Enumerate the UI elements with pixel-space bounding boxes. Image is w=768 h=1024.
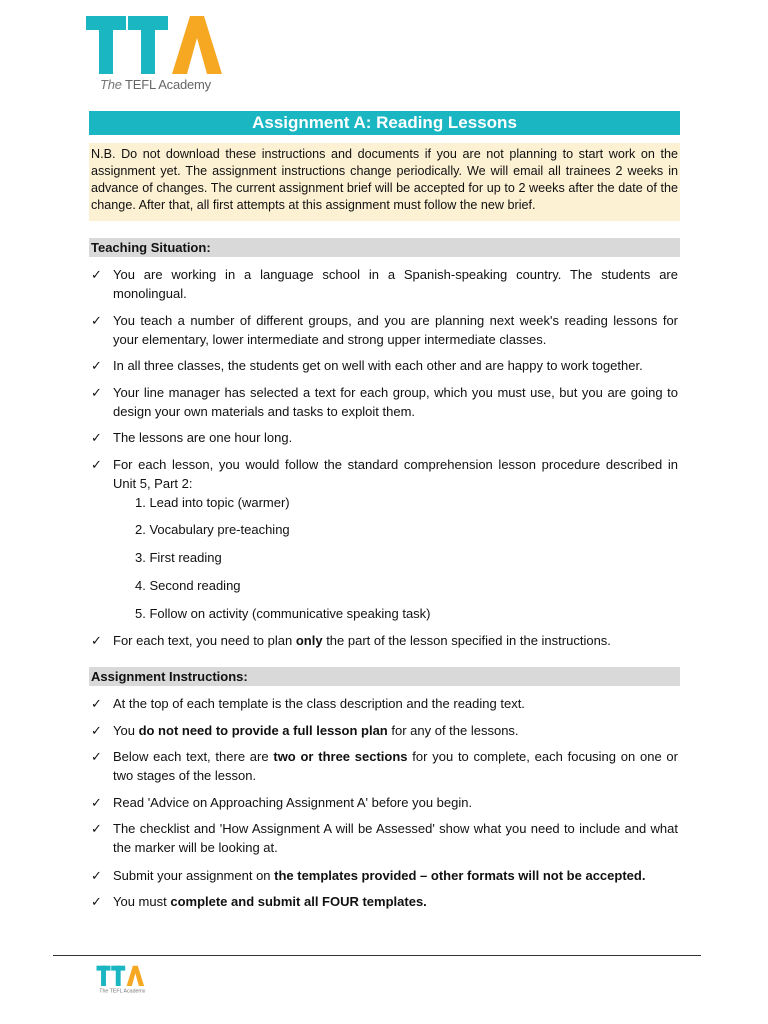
check-icon: ✓ — [91, 795, 102, 810]
list-item: You do not need to provide a full lesson plan for any of the lessons. — [113, 723, 519, 738]
list-item: For each lesson, you would follow the standard comprehension lesson procedure described in Unit 5, Part 2: — [113, 457, 678, 491]
list-item: You must complete and submit all FOUR templates. — [113, 894, 427, 909]
list-item: Below each text, there are two or three sections for you to complete, each focusing on one or two stages of the lesson. — [113, 749, 678, 783]
footer-logo — [96, 965, 146, 993]
list-item: The checklist and 'How Assignment A will be Assessed' show what you need to include and what the marker will be looking at. — [113, 821, 678, 855]
list-item: Submit your assignment on the templates provided – other formats will not be accepted. — [113, 868, 646, 883]
footer-divider — [53, 955, 701, 956]
check-icon: ✓ — [91, 868, 102, 883]
check-icon: ✓ — [91, 385, 102, 400]
footer-logo-tagline: The TEFL Academy — [99, 988, 146, 993]
check-icon: ✓ — [91, 457, 102, 472]
check-icon: ✓ — [91, 430, 102, 445]
list-item: For each text, you need to plan only the part of the lesson specified in the instructions. — [113, 633, 611, 648]
check-icon: ✓ — [91, 313, 102, 328]
list-item: You teach a number of different groups, and you are planning next week's reading lessons for your elementary, lower intermediate and strong upper intermediate classes. — [113, 313, 678, 347]
page-title: Assignment A: Reading Lessons — [89, 111, 680, 135]
list-item: Read 'Advice on Approaching Assignment A' before you begin. — [113, 795, 473, 810]
note-text: N.B. Do not download these instructions and documents if you are not planning to start work on the assignment yet. The assignment instructions change periodically. We will email all trainees 2 weeks in advance of changes. The current assignment brief will be accepted for up to 2 weeks after the date of the change. After that, all first attempts at this assignment must follow the new brief. — [91, 147, 678, 212]
assignment-instructions-heading: Assignment Instructions: — [89, 667, 680, 686]
list-item: The lessons are one hour long. — [113, 430, 293, 445]
procedure-step: 1. Lead into topic (warmer) — [135, 495, 290, 510]
list-item: At the top of each template is the class description and the reading text. — [113, 696, 525, 711]
procedure-step: 2. Vocabulary pre-teaching — [135, 522, 290, 537]
check-icon: ✓ — [91, 267, 102, 282]
check-icon: ✓ — [91, 821, 102, 836]
check-icon: ✓ — [91, 696, 102, 711]
procedure-step: 4. Second reading — [135, 578, 241, 593]
procedure-step: 3. First reading — [135, 550, 222, 565]
procedure-step: 5. Follow on activity (communicative speaking task) — [135, 606, 431, 621]
check-icon: ✓ — [91, 894, 102, 909]
list-item: You are working in a language school in a Spanish-speaking country. The students are monolingual. — [113, 267, 678, 301]
check-icon: ✓ — [91, 749, 102, 764]
check-icon: ✓ — [91, 723, 102, 738]
list-item: Your line manager has selected a text for each group, which you must use, but you are going to design your own materials and tasks to exploit them. — [113, 385, 678, 419]
list-item: In all three classes, the students get on well with each other and are happy to work together. — [113, 358, 643, 373]
check-icon: ✓ — [91, 633, 102, 648]
logo-tagline: The TEFL Academy — [100, 77, 211, 92]
check-icon: ✓ — [91, 358, 102, 373]
teaching-situation-heading: Teaching Situation: — [89, 238, 680, 257]
